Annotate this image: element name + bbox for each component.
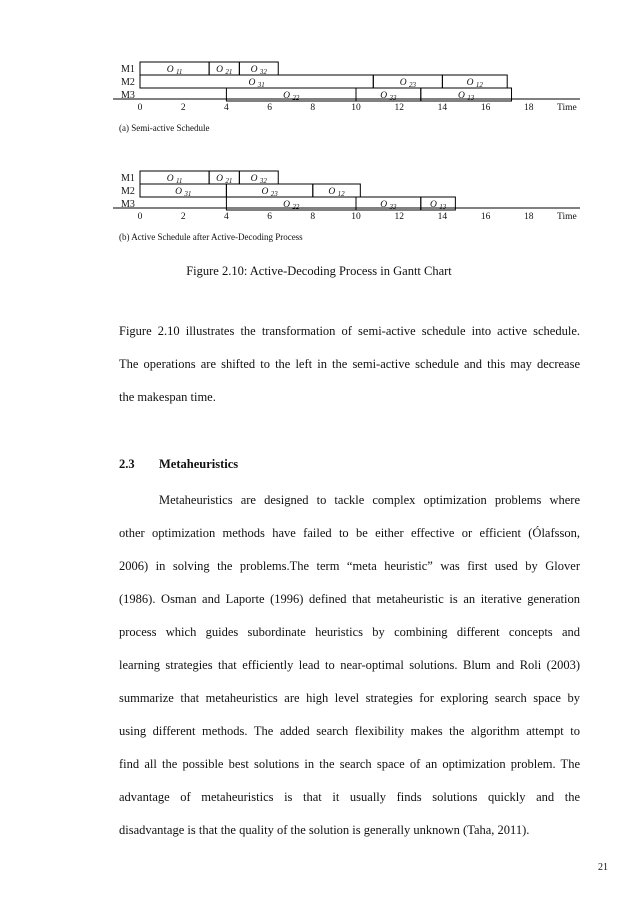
tick-label: 10	[351, 212, 361, 222]
section-title: Metaheuristics	[159, 457, 239, 471]
machine-label: M2	[121, 186, 135, 197]
paragraph-line: the makespan time.	[119, 390, 216, 404]
machine-label: M1	[121, 173, 135, 184]
tick-label: 2	[180, 103, 186, 113]
tick-label: 16	[480, 103, 491, 113]
tick-label: 4	[224, 103, 229, 113]
operation-label: O $_{31}$	[175, 187, 192, 198]
paragraph-line: learning strategies that efficiently lead to near-optimal solutions. Blum and Roli (2003)	[119, 658, 580, 672]
operation-label: O $_{21}$	[216, 174, 233, 185]
paragraph-line: Figure 2.10 illustrates the transformation of semi-active schedule into active schedule.	[119, 324, 580, 338]
tick-label: 8	[310, 212, 316, 222]
tick-label: 18	[524, 103, 534, 113]
tick-label: 14	[437, 212, 448, 222]
tick-label: 16	[480, 212, 491, 222]
operation-label: O $_{33}$	[380, 91, 397, 102]
paragraph-metaheuristics	[119, 484, 580, 847]
paragraph-line: 2006) in solving the problems.The term “meta heuristic” was first used by Glover	[119, 559, 580, 573]
gantt-chart-active	[113, 171, 580, 242]
operation-label: O $_{13}$	[458, 91, 475, 102]
operation-label: O $_{32}$	[250, 174, 267, 185]
machine-label: M1	[121, 64, 135, 75]
paragraph-line: advantage of metaheuristics is that it usually finds solutions quickly and the	[119, 790, 580, 804]
gantt-figure	[0, 0, 638, 250]
operation-label: O $_{32}$	[250, 65, 267, 76]
tick-label: 8	[310, 103, 316, 113]
tick-label: 10	[351, 103, 361, 113]
operation-label: O $_{12}$	[466, 78, 483, 89]
gantt-chart-semi-active	[113, 62, 580, 133]
operation-label: O $_{22}$	[283, 200, 300, 211]
operation-label: O $_{33}$	[380, 200, 397, 211]
machine-label: M3	[121, 199, 135, 210]
operation-label: O $_{23}$	[261, 187, 278, 198]
section-heading	[119, 457, 238, 472]
machine-label: M2	[121, 77, 135, 88]
paragraph-line: process which guides subordinate heuristics by combining different concepts and	[119, 625, 580, 639]
tick-label: 14	[437, 103, 448, 113]
operation-label: O $_{12}$	[328, 187, 345, 198]
tick-label: 4	[224, 212, 229, 222]
section-number: 2.3	[119, 457, 135, 471]
operation-label: O $_{31}$	[248, 78, 265, 89]
tick-label: 12	[394, 103, 404, 113]
paragraph-line: The operations are shifted to the left in the semi-active schedule and this may decrease	[119, 357, 580, 371]
operation-label: O $_{13}$	[429, 200, 447, 211]
paragraph-line: summarize that metaheuristics are high level strategies for exploring search space by	[119, 691, 580, 705]
operation-label: O $_{21}$	[216, 65, 233, 76]
tick-label: 2	[180, 212, 186, 222]
axis-title: Time	[557, 103, 577, 113]
tick-label: 18	[524, 212, 534, 222]
paragraph-line: (1986). Osman and Laporte (1996) defined that metaheuristic is an iterative generation	[119, 592, 580, 606]
paragraph-line: using different methods. The added search flexibility makes the algorithm attempt to	[119, 724, 580, 738]
paragraph-line: disadvantage is that the quality of the solution is generally unknown (Taha, 2011).	[119, 823, 530, 837]
tick-label: 0	[137, 103, 143, 113]
paragraph-line: find all the possible best solutions in the search space of an optimization problem. The	[119, 757, 580, 771]
chart-title: (b) Active Schedule after Active-Decoding Process	[119, 232, 303, 242]
tick-label: 6	[267, 212, 272, 222]
tick-label: 12	[394, 212, 404, 222]
operation-label: O $_{11}$	[166, 65, 183, 76]
page-number: 21	[598, 862, 608, 873]
operation-label: O $_{22}$	[283, 91, 300, 102]
figure-caption: Figure 2.10: Active-Decoding Process in Gantt Chart	[186, 264, 452, 278]
machine-label: M3	[121, 90, 135, 101]
tick-label: 0	[137, 212, 143, 222]
chart-title: (a) Semi-active Schedule	[119, 123, 210, 133]
operation-label: O $_{23}$	[399, 78, 416, 89]
paragraph-line: Metaheuristics are designed to tackle complex optimization problems where	[159, 493, 580, 507]
paragraph-line: other optimization methods have failed to be either effective or efficient (Ólafsson,	[119, 526, 580, 540]
paragraph-figure-description	[119, 315, 580, 414]
operation-label: O $_{11}$	[166, 174, 183, 185]
axis-title: Time	[557, 212, 577, 222]
tick-label: 6	[267, 103, 272, 113]
